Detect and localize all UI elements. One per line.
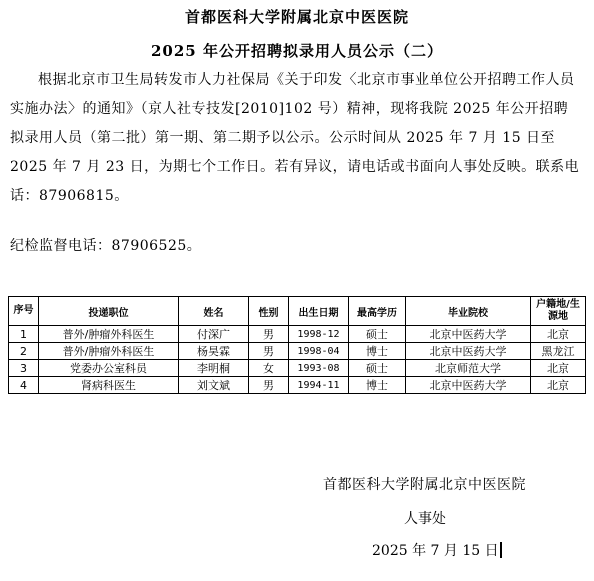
text-cursor bbox=[500, 542, 502, 558]
table-row bbox=[9, 343, 586, 360]
cell-school: 北京中医药大学 bbox=[406, 326, 531, 343]
cell-school: 北京中医药大学 bbox=[406, 377, 531, 394]
signature-date: 2025 年 7 月 15 日 bbox=[372, 543, 499, 559]
table-row bbox=[9, 377, 586, 394]
cell-birth: 1994-11 bbox=[289, 377, 349, 394]
cell-seq: 1 bbox=[9, 326, 39, 343]
header-degree: 最高学历 bbox=[349, 297, 406, 326]
hiring-table bbox=[8, 296, 586, 394]
announcement-paragraph: 根据北京市卫生局转发市人力社保局《关于印发〈北京市事业单位公开招聘工作人员实施办法〉的通知》（京人社专技发[2010]102 号）精神，现将我院 2025 年公开招聘拟录用人员（第二批）第一期、第二期予以公示。公示时间从 2025 年 7 月 15 日至 2025 年 7 月 23 日，为期七个工作日。若有异议，请电话或书面向人事处反映。联系电话：87906815。 bbox=[10, 72, 580, 204]
header-position: 投递职位 bbox=[39, 297, 179, 326]
cell-name: 付深广 bbox=[179, 326, 249, 343]
signature-date-line bbox=[372, 540, 502, 560]
cell-degree: 硕士 bbox=[349, 360, 406, 377]
cell-name: 李明桐 bbox=[179, 360, 249, 377]
cell-origin: 北京 bbox=[531, 360, 586, 377]
header-school: 毕业院校 bbox=[406, 297, 531, 326]
cell-seq: 3 bbox=[9, 360, 39, 377]
table-header-row bbox=[9, 297, 586, 326]
cell-gender: 男 bbox=[249, 326, 289, 343]
cell-degree: 博士 bbox=[349, 343, 406, 360]
cell-seq: 2 bbox=[9, 343, 39, 360]
cell-origin: 北京 bbox=[531, 326, 586, 343]
document-subtitle: 2025 年公开招聘拟录用人员公示（二） bbox=[151, 42, 443, 60]
discipline-contact: 纪检监督电话：87906525。 bbox=[10, 238, 202, 254]
cell-origin: 黑龙江 bbox=[531, 343, 586, 360]
cell-position: 肾病科医生 bbox=[39, 377, 179, 394]
cell-position: 普外/肿瘤外科医生 bbox=[39, 326, 179, 343]
table-row bbox=[9, 360, 586, 377]
cell-birth: 1998-12 bbox=[289, 326, 349, 343]
signature-department: 人事处 bbox=[404, 511, 446, 527]
cell-origin: 北京 bbox=[531, 377, 586, 394]
cell-position: 普外/肿瘤外科医生 bbox=[39, 343, 179, 360]
cell-degree: 硕士 bbox=[349, 326, 406, 343]
cell-birth: 1993-08 bbox=[289, 360, 349, 377]
header-origin: 户籍地/生源地 bbox=[531, 297, 586, 326]
header-gender: 性别 bbox=[249, 297, 289, 326]
cell-gender: 女 bbox=[249, 360, 289, 377]
cell-gender: 男 bbox=[249, 343, 289, 360]
cell-school: 北京师范大学 bbox=[406, 360, 531, 377]
table-row bbox=[9, 326, 586, 343]
cell-birth: 1998-04 bbox=[289, 343, 349, 360]
signature-organization: 首都医科大学附属北京中医医院 bbox=[323, 477, 526, 493]
document-title: 首都医科大学附属北京中医医院 bbox=[184, 8, 409, 26]
cell-degree: 博士 bbox=[349, 377, 406, 394]
cell-school: 北京中医药大学 bbox=[406, 343, 531, 360]
cell-gender: 男 bbox=[249, 377, 289, 394]
cell-name: 杨昊霖 bbox=[179, 343, 249, 360]
cell-seq: 4 bbox=[9, 377, 39, 394]
header-name: 姓名 bbox=[179, 297, 249, 326]
cell-name: 刘文斌 bbox=[179, 377, 249, 394]
header-birth: 出生日期 bbox=[289, 297, 349, 326]
cell-position: 党委办公室科员 bbox=[39, 360, 179, 377]
header-seq: 序号 bbox=[9, 297, 39, 326]
